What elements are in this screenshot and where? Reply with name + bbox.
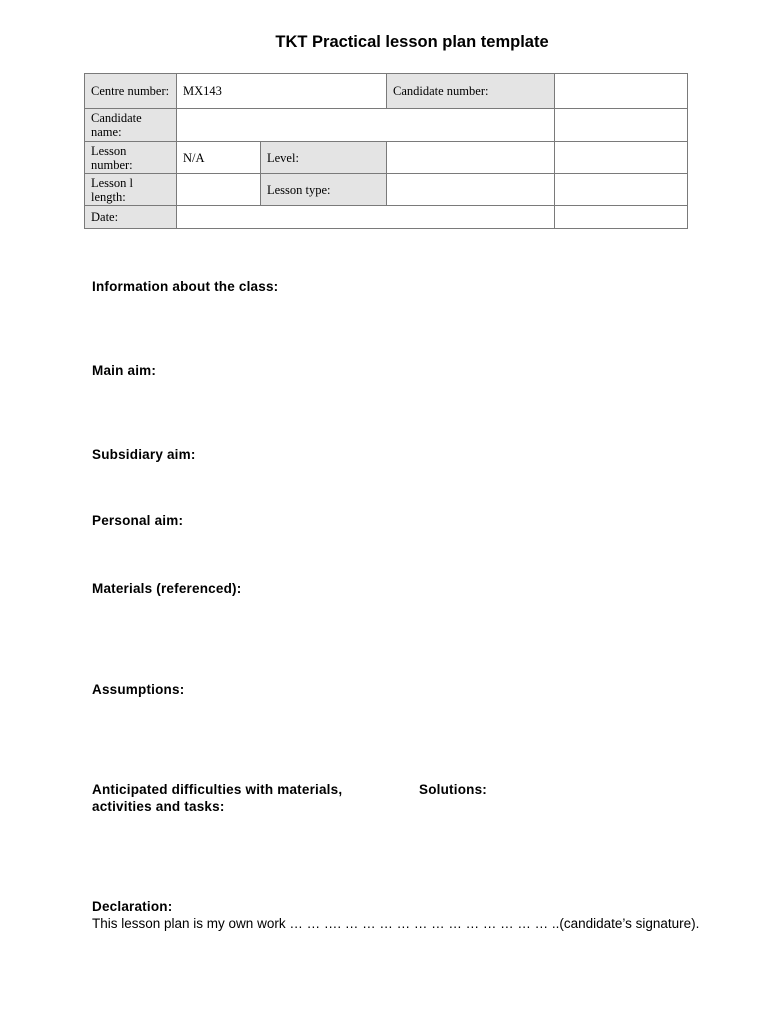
main-aim-heading: Main aim: bbox=[92, 363, 157, 378]
lesson-number-value[interactable]: N/A bbox=[177, 142, 261, 174]
assumptions-heading: Assumptions: bbox=[92, 682, 185, 697]
table-row bbox=[85, 206, 688, 229]
lesson-length-label: Lesson l length: bbox=[85, 174, 177, 206]
candidate-name-extra-cell bbox=[555, 109, 688, 142]
date-extra-cell bbox=[555, 206, 688, 229]
table-row bbox=[85, 109, 688, 142]
date-value[interactable] bbox=[177, 206, 555, 229]
materials-heading: Materials (referenced): bbox=[92, 581, 242, 596]
candidate-name-value[interactable] bbox=[177, 109, 555, 142]
difficulties-heading-line1: Anticipated difficulties with materials, bbox=[92, 782, 343, 797]
date-label: Date: bbox=[85, 206, 177, 229]
class-info-heading: Information about the class: bbox=[92, 279, 279, 294]
candidate-number-value[interactable] bbox=[555, 74, 688, 109]
lesson-length-value[interactable] bbox=[177, 174, 261, 206]
level-label: Level: bbox=[261, 142, 387, 174]
centre-number-value[interactable]: MX143 bbox=[177, 74, 387, 109]
lesson-type-label: Lesson type: bbox=[261, 174, 387, 206]
centre-number-label: Centre number: bbox=[85, 74, 177, 109]
table-row bbox=[85, 174, 688, 206]
table-row bbox=[85, 74, 688, 109]
page-title: TKT Practical lesson plan template bbox=[275, 33, 549, 51]
candidate-name-label: Candidate name: bbox=[85, 109, 177, 142]
declaration-text: This lesson plan is my own work … … …. … … … … … … … … … … … … ..(candidate’s signature). bbox=[92, 916, 700, 931]
level-extra-cell bbox=[555, 142, 688, 174]
personal-aim-heading: Personal aim: bbox=[92, 513, 184, 528]
lesson-type-value[interactable] bbox=[387, 174, 555, 206]
difficulties-heading-line2: activities and tasks: bbox=[92, 799, 225, 814]
solutions-heading: Solutions: bbox=[419, 782, 487, 797]
level-value[interactable] bbox=[387, 142, 555, 174]
subsidiary-aim-heading: Subsidiary aim: bbox=[92, 447, 196, 462]
declaration-heading: Declaration: bbox=[92, 899, 173, 914]
candidate-number-label: Candidate number: bbox=[387, 74, 555, 109]
candidate-info-table bbox=[84, 73, 688, 229]
lesson-number-label: Lesson number: bbox=[85, 142, 177, 174]
table-row bbox=[85, 142, 688, 174]
lesson-type-extra-cell bbox=[555, 174, 688, 206]
